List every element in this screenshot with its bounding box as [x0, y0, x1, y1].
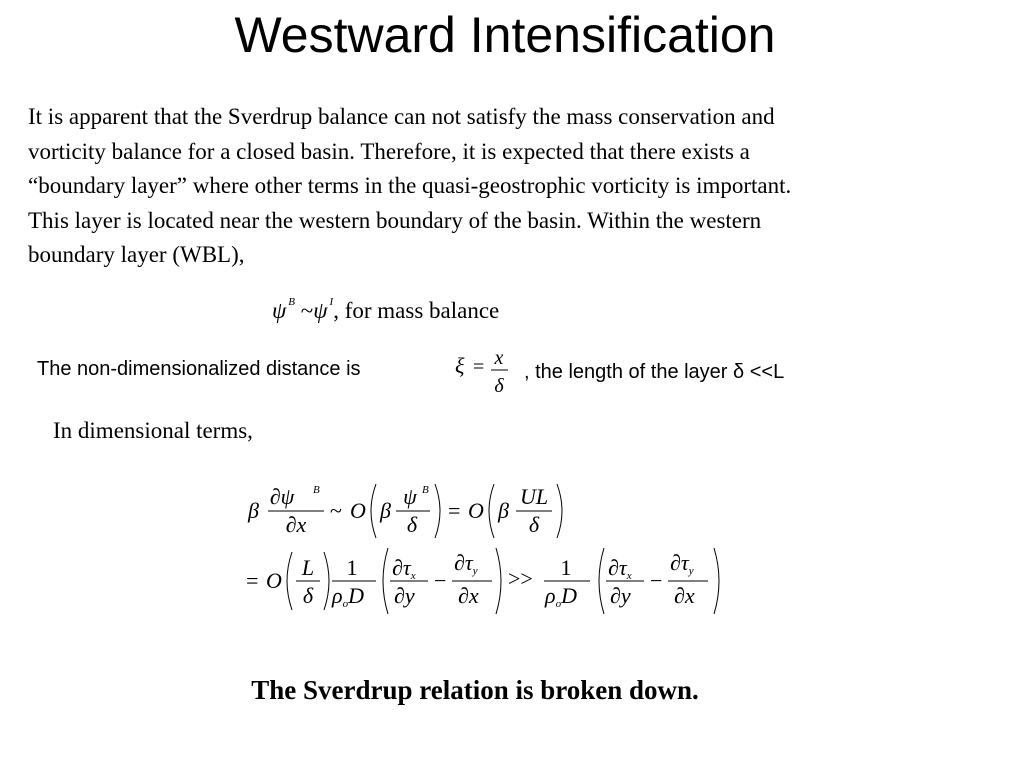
svg-text:=: = — [448, 498, 461, 523]
psi-symbol: ψ — [272, 298, 287, 323]
vorticity-scaling-equation — [244, 478, 734, 628]
slide-title: Westward Intensification — [234, 7, 776, 63]
svg-text:∂ψ: ∂ψ — [269, 484, 295, 509]
svg-text:1: 1 — [346, 555, 358, 580]
intro-paragraph — [28, 100, 1003, 273]
tilde-symbol: ~ — [300, 298, 314, 323]
mass-balance-label: , for mass balance — [333, 298, 500, 323]
paragraph-line: It is apparent that the Sverdrup balance can not satisfy the mass conservation and — [28, 104, 775, 129]
nondimensional-distance — [37, 345, 937, 395]
svg-text:∂x: ∂x — [458, 583, 479, 608]
svg-text:−: − — [434, 568, 447, 593]
paragraph-line: vorticity balance for a closed basin. Therefore, it is expected that there exists a — [28, 138, 750, 164]
svg-text:∂y: ∂y — [610, 583, 631, 608]
psi-symbol: ψ — [313, 298, 328, 323]
paragraph-line: This layer is located near the western boundary of the basin. Within the western — [28, 207, 762, 233]
svg-text:ρoD: ρoD — [545, 583, 577, 610]
equation-line-2 — [246, 548, 719, 614]
svg-text:δ: δ — [406, 512, 418, 537]
svg-text:∂x: ∂x — [674, 583, 695, 608]
svg-text:O: O — [266, 568, 282, 593]
svg-text:B: B — [313, 484, 320, 496]
svg-text:ρoD: ρoD — [332, 583, 364, 610]
svg-text:β: β — [498, 498, 509, 523]
paragraph-line: “boundary layer” where other terms in the quasi-geostrophic vorticity is important. — [28, 173, 792, 198]
svg-text:δ: δ — [528, 512, 540, 537]
svg-text:∂y: ∂y — [394, 583, 415, 608]
paragraph-line: boundary layer (WBL), — [28, 242, 245, 267]
denominator-delta: δ — [494, 375, 504, 395]
svg-text:δ: δ — [302, 583, 314, 608]
svg-text:=: = — [246, 568, 259, 593]
svg-text:>>: >> — [508, 566, 533, 591]
svg-text:~: ~ — [330, 498, 342, 523]
svg-text:UL: UL — [519, 484, 549, 509]
superscript-b: B — [288, 296, 296, 309]
equation-line-1 — [247, 484, 562, 538]
svg-text:O: O — [468, 498, 484, 523]
xi-definition-formula — [451, 345, 521, 395]
nondimensional-trail-text: , the length of the layer δ <<L — [524, 361, 785, 383]
mass-balance-relation — [272, 298, 499, 324]
svg-text:∂τx: ∂τx — [608, 555, 632, 582]
svg-text:∂τy: ∂τy — [670, 550, 694, 577]
svg-text:β: β — [248, 498, 259, 523]
nondimensional-lead-text: The non-dimensionalized distance is — [37, 358, 361, 380]
xi-symbol: ξ — [455, 353, 465, 378]
svg-text:−: − — [650, 568, 663, 593]
svg-text:B: B — [422, 484, 429, 496]
dimensional-terms-label: In dimensional terms, — [53, 418, 253, 443]
svg-text:∂τx: ∂τx — [392, 555, 416, 582]
numerator-x: x — [494, 347, 504, 369]
svg-text:ψ: ψ — [403, 484, 417, 509]
svg-text:1: 1 — [560, 555, 572, 580]
svg-text:β: β — [380, 498, 391, 523]
svg-text:∂x: ∂x — [285, 512, 307, 537]
conclusion-text: The Sverdrup relation is broken down. — [251, 675, 699, 705]
svg-text:O: O — [350, 498, 366, 523]
svg-text:∂τy: ∂τy — [454, 550, 478, 577]
svg-text:L: L — [301, 555, 315, 580]
equals-sign: = — [473, 356, 485, 378]
superscript-i: I — [329, 296, 334, 309]
